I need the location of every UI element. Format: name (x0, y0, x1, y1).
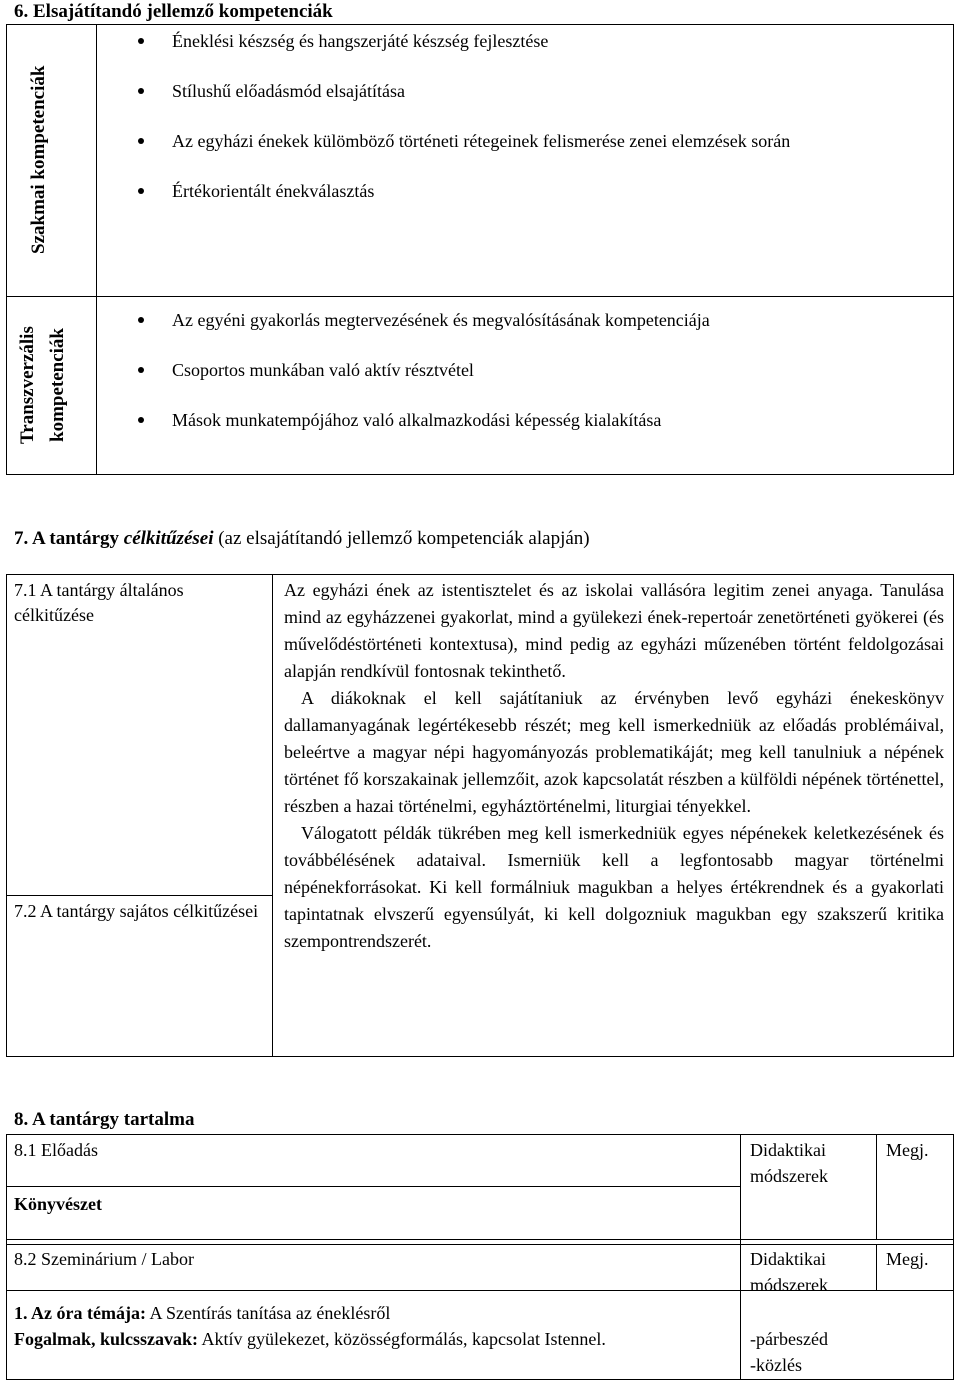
transversal-competencies-label-line2: kompetenciák (47, 328, 68, 442)
concepts-label: Fogalmak, kulcsszavak: (14, 1329, 199, 1349)
table-divider (272, 574, 273, 1057)
section-7-title-emphasis: célkitűzései (123, 528, 214, 549)
list-item: Éneklési készség és hangszerjáté készség fejlesztése (138, 28, 918, 54)
objective-paragraph: Az egyházi ének az istentisztelet és az iskolai vallásóra legitim zenei anyaga. Tanulása mind az egyházzenei gyakorlat, mind a gyülekezi ének-repertoár zenetörténeti gyökerei (és művelődéstörténeti kontextusa), mind pedig az egyházi műzenében történt feldolgozásai alapján rendkívül fontosnak tekinthető. (284, 580, 944, 681)
method-item: -közlés (750, 1355, 802, 1375)
transversal-competencies-label-line1: Transzverzális (17, 326, 38, 444)
method-item: -párbeszéd (750, 1329, 828, 1349)
seminar-methods-header: Didaktikai módszerek (750, 1249, 828, 1295)
section-8-title: 8. A tantárgy tartalma (14, 1109, 195, 1130)
table-divider (876, 1134, 877, 1239)
transversal-competencies-list (138, 307, 918, 433)
list-item: Értékorientált énekválasztás (138, 178, 918, 204)
table-divider (6, 1244, 954, 1245)
list-item: Az egyéni gyakorlás megtervezésének és megvalósításának kompetenciája (138, 307, 918, 333)
table-divider (6, 296, 954, 297)
table-divider (740, 1134, 741, 1380)
section-7-title-rest: (az elsajátítandó jellemző kompetenciák alapján) (218, 528, 590, 549)
lecture-notes-header: Megj. (886, 1140, 929, 1160)
bibliography-heading: Könyvészet (14, 1194, 102, 1214)
topic-text: A Szentírás tanítása az éneklésről (149, 1303, 391, 1323)
professional-competencies-list (138, 28, 918, 204)
objective-paragraph: A diákoknak el kell sajátítaniuk az érvényben levő egyházi énekeskönyv dallamanyagának legértékesebb részét; meg kell ismerkedniük az előadás problémáival, beleértve a magyar népi hagyományozás problematikáját; meg kell tanulniuk a népének történet fő korszakainak jellemzőit, azok kapcsolatát részben a külföldi népének történettel, részben a hazai történelmi, egyháztörténelmi, liturgiai tényekkel. (284, 688, 944, 816)
professional-competencies-label: Szakmai kompetenciák (28, 65, 49, 255)
list-item: Mások munkatempójához való alkalmazkodási képesség kialakítása (138, 407, 918, 433)
table-divider (6, 1239, 954, 1240)
seminar-heading: 8.2 Szeminárium / Labor (14, 1249, 194, 1269)
general-objective-label: 7.1 A tantárgy általános célkitűzése (14, 580, 184, 625)
objectives-text (284, 577, 944, 955)
table-divider (876, 1244, 877, 1291)
section-7-title (14, 528, 590, 550)
lecture-methods-header: Didaktikai módszerek (750, 1140, 828, 1186)
session-concepts (14, 1326, 730, 1352)
session-topic (14, 1300, 730, 1326)
list-item: Stílushű előadásmód elsajátítása (138, 78, 918, 104)
table-divider (6, 1186, 741, 1187)
list-item: Csoportos munkában való aktív résztvétel (138, 357, 918, 383)
concepts-text: Aktív gyülekezet, közösségformálás, kapcsolat Istennel. (201, 1329, 606, 1349)
specific-objectives-label: 7.2 A tantárgy sajátos célkitűzései (14, 901, 259, 921)
table-divider (6, 895, 273, 896)
seminar-notes-header: Megj. (886, 1249, 929, 1269)
section-7-number: 7. (14, 528, 29, 549)
table-divider (96, 24, 97, 475)
list-item: Az egyházi énekek külömböző történeti rétegeinek felismerése zenei elemzések során (138, 128, 918, 154)
lecture-heading: 8.1 Előadás (14, 1140, 98, 1160)
section-6-title: 6. Elsajátítandó jellemző kompetenciák (14, 1, 333, 22)
section-7-title-bold: A tantárgy (31, 528, 120, 549)
topic-label: 1. Az óra témája: (14, 1303, 146, 1323)
objective-paragraph: Válogatott példák tükrében meg kell ismerkedniük egyes népénekek keletkezésének és továbbélésének adataival. Ismerniük kell a legfontosabb magyar történelmi népénekforrásokat. Ki kell formálniuk magukban a helyes értékrendnek és a gyakorlati tapintatnak elvszerű egyensúlyát, ki kell dolgozniuk magukban egy szakszerű kritika szempontrendszerét. (284, 823, 944, 951)
